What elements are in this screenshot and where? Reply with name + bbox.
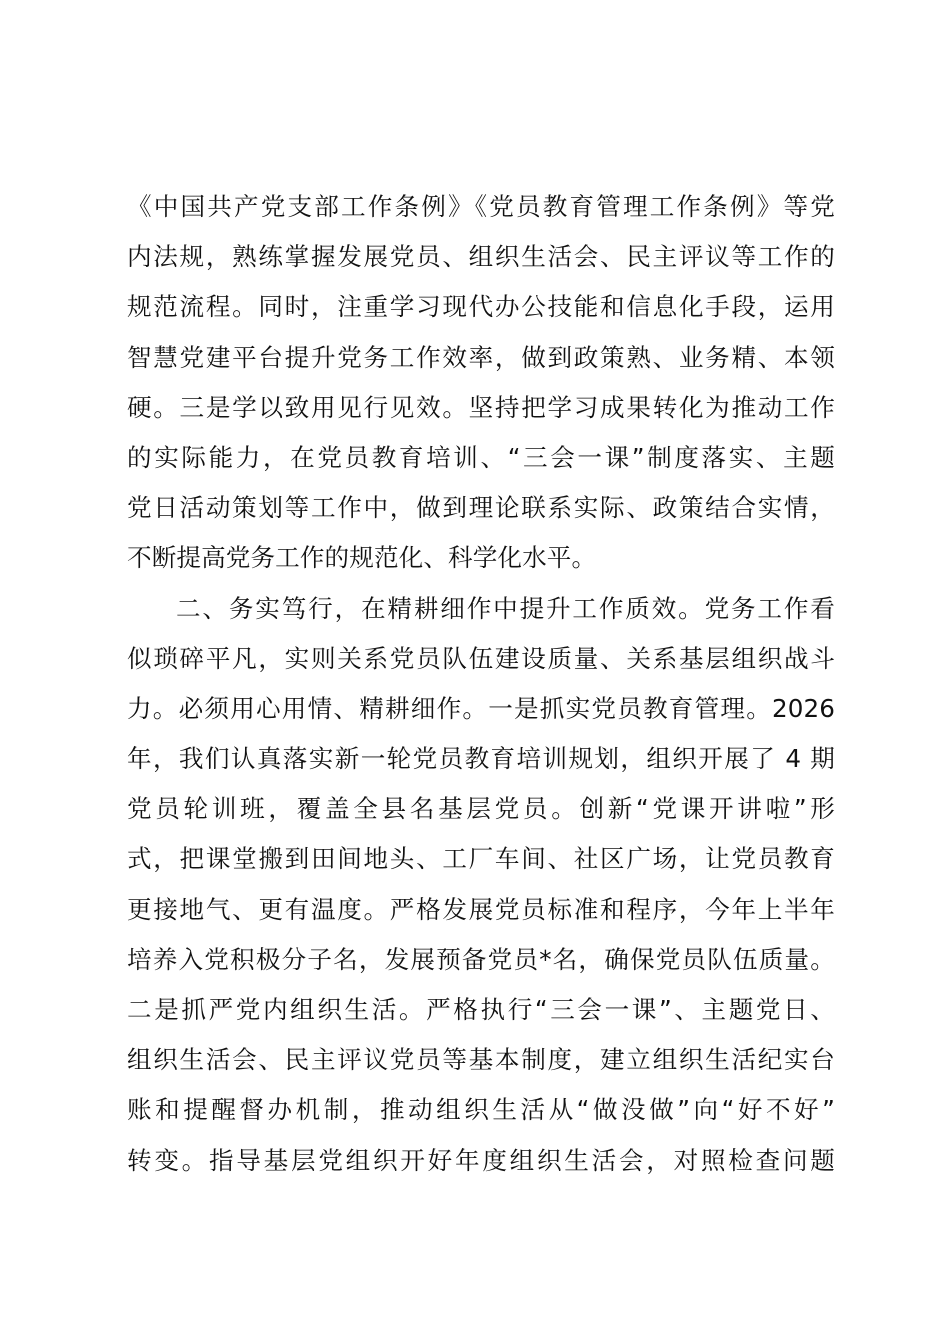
text-line: 更接地气、更有温度。严格发展党员标准和程序，今年上半年 bbox=[127, 894, 835, 924]
text-line: 内法规，熟练掌握发展党员、组织生活会、民主评议等工作的 bbox=[127, 242, 835, 272]
text-line: 转变。指导基层党组织开好年度组织生活会，对照检查问题 bbox=[127, 1145, 835, 1175]
text-line: 年，我们认真落实新一轮党员教育培训规划，组织开展了 4 期 bbox=[127, 744, 835, 774]
text-line: 硬。三是学以致用见行见效。坚持把学习成果转化为推动工作 bbox=[127, 392, 835, 422]
text-line: 式，把课堂搬到田间地头、工厂车间、社区广场，让党员教育 bbox=[127, 844, 835, 874]
text-line: 智慧党建平台提升党务工作效率，做到政策熟、业务精、本领 bbox=[127, 342, 835, 372]
text-line: 账和提醒督办机制，推动组织生活从“做没做”向“好不好” bbox=[127, 1095, 835, 1125]
text-line: 规范流程。同时，注重学习现代办公技能和信息化手段，运用 bbox=[127, 292, 835, 322]
text-line: 党员轮训班，覆盖全县名基层党员。创新“党课开讲啦”形 bbox=[127, 794, 835, 824]
text-line: 二、务实笃行，在精耕细作中提升工作质效。党务工作看 bbox=[176, 593, 835, 623]
text-line: 《中国共产党支部工作条例》《党员教育管理工作条例》等党 bbox=[127, 192, 835, 221]
paragraph-1 bbox=[127, 182, 835, 584]
text-line: 培养入党积极分子名，发展预备党员*名，确保党员队伍质量。 bbox=[127, 944, 835, 974]
text-line: 的实际能力，在党员教育培训、“三会一课”制度落实、主题 bbox=[127, 442, 835, 472]
text-line: 不断提高党务工作的规范化、科学化水平。 bbox=[127, 543, 597, 573]
paragraph-2 bbox=[127, 584, 835, 1186]
text-line: 组织生活会、民主评议党员等基本制度，建立组织生活纪实台 bbox=[127, 1045, 835, 1075]
text-line: 力。必须用心用情、精耕细作。一是抓实党员教育管理。2026 bbox=[127, 693, 835, 723]
text-line: 似琐碎平凡，实则关系党员队伍建设质量、关系基层组织战斗 bbox=[127, 643, 835, 673]
text-line: 党日活动策划等工作中，做到理论联系实际、政策结合实情， bbox=[127, 493, 835, 523]
text-line: 二是抓严党内组织生活。严格执行“三会一课”、主题党日、 bbox=[127, 995, 835, 1024]
document-body bbox=[127, 182, 835, 1186]
